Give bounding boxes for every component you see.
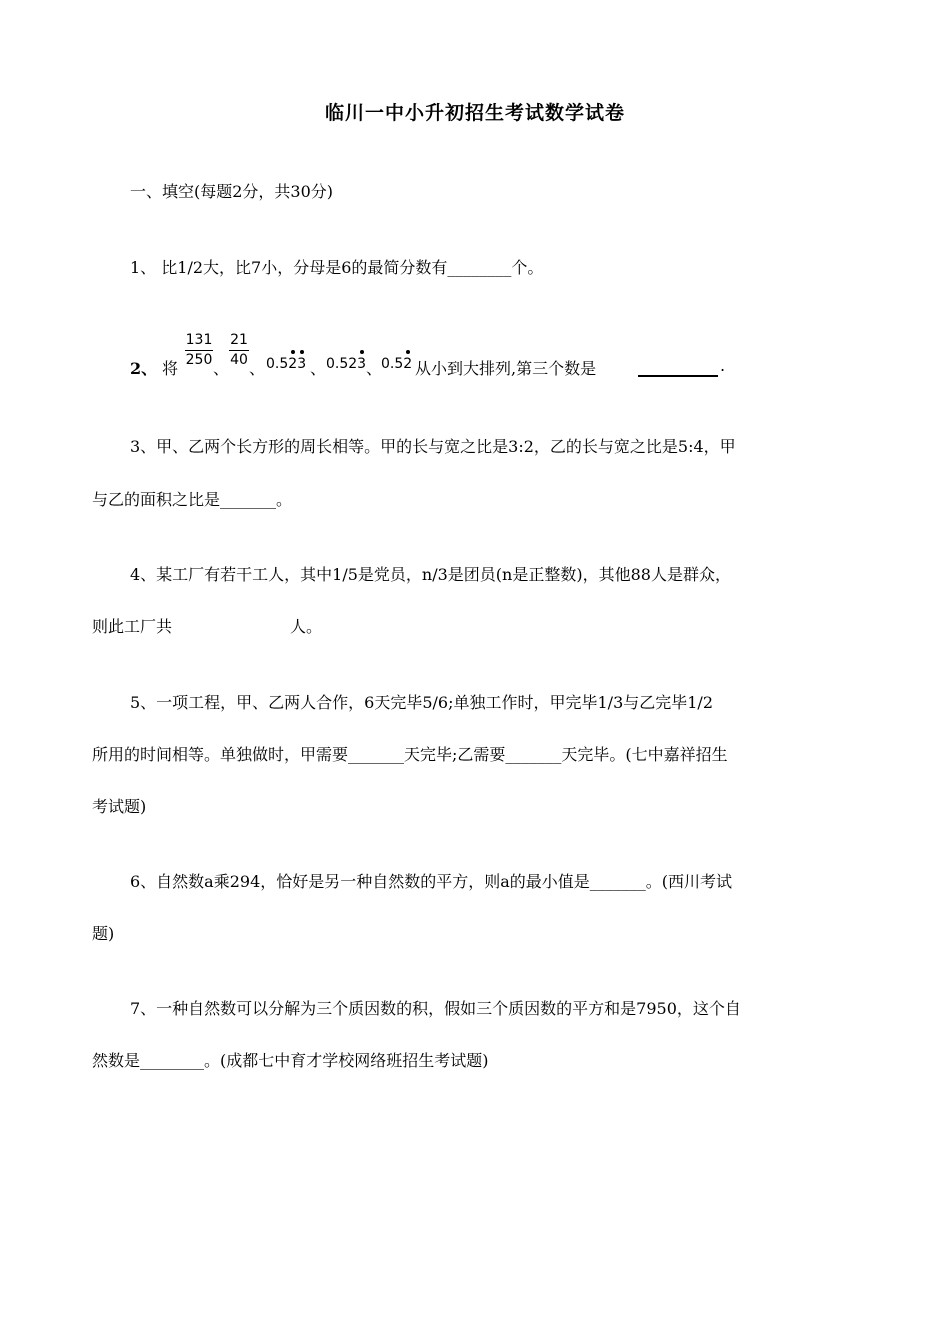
separator: 、 bbox=[213, 359, 230, 378]
fraction-denominator: 250 bbox=[185, 352, 213, 368]
repeating-decimal-2 bbox=[326, 356, 366, 372]
question-7-line-2: 然数是________。(成都七中育才学校网络班招生考试题) bbox=[92, 1051, 489, 1070]
question-7-line-1: 7、一种自然数可以分解为三个质因数的积，假如三个质因数的平方和是7950，这个自 bbox=[130, 999, 741, 1018]
question-2-label: 2、 bbox=[130, 359, 158, 378]
question-4-text-b: 人。 bbox=[290, 617, 323, 636]
question-4-text-a: 则此工厂共 bbox=[92, 617, 173, 636]
question-2-text: 从小到大排列,第三个数是 bbox=[415, 359, 597, 378]
question-3-line-1: 3、甲、乙两个长方形的周长相等。甲的长与宽之比是3:2，乙的长与宽之比是5:4，甲 bbox=[130, 437, 736, 456]
question-4-line-1: 4、某工厂有若干工人，其中1/5是党员，n/3是团员(n是正整数)，其他88人是群众， bbox=[130, 565, 731, 584]
fraction-bar bbox=[185, 350, 213, 351]
question-6-line-1: 6、自然数a乘294，恰好是另一种自然数的平方，则a的最小值是_______。(西川考试 bbox=[130, 872, 733, 891]
repeating-digit: 2 bbox=[403, 356, 413, 372]
question-3-line-2: 与乙的面积之比是_______。 bbox=[92, 490, 293, 509]
answer-blank bbox=[638, 375, 718, 377]
decimal-digits: 0.5 bbox=[381, 356, 404, 372]
repeating-decimal-3 bbox=[381, 356, 412, 372]
fraction-numerator: 21 bbox=[230, 332, 248, 348]
fraction-21-40 bbox=[229, 332, 249, 368]
question-2-verb: 将 bbox=[162, 359, 179, 378]
question-5-line-1: 5、一项工程，甲、乙两人合作，6天完毕5/6;单独工作时，甲完毕1/3与乙完毕1/2 bbox=[130, 693, 714, 712]
separator: 、 bbox=[310, 359, 327, 378]
fraction-numerator: 131 bbox=[185, 332, 213, 348]
fraction-bar bbox=[229, 350, 249, 351]
question-1: 1、 比1/2大，比7小，分母是6的最简分数有________个。 bbox=[130, 258, 544, 277]
section-heading: 一、填空(每题2分，共30分) bbox=[130, 182, 334, 201]
question-5-line-2: 所用的时间相等。单独做时，甲需要_______天完毕;乙需要_______天完毕。(七中嘉祥招生 bbox=[92, 745, 728, 764]
repeating-digit: 3 bbox=[297, 356, 307, 372]
repeating-digit: 2 bbox=[288, 356, 298, 372]
question-6-line-2: 题) bbox=[92, 924, 115, 943]
question-4-line-2 bbox=[92, 617, 322, 637]
decimal-digits: 0.52 bbox=[326, 356, 358, 372]
question-5-line-3: 考试题) bbox=[92, 797, 147, 816]
repeating-decimal-1 bbox=[266, 356, 306, 372]
separator: 、 bbox=[366, 359, 383, 378]
separator: 、 bbox=[249, 359, 266, 378]
repeating-digit: 3 bbox=[357, 356, 367, 372]
exam-title: 临川一中小升初招生考试数学试卷 bbox=[324, 102, 625, 124]
question-2-end: . bbox=[720, 356, 726, 375]
fraction-131-250 bbox=[185, 332, 213, 368]
fraction-denominator: 40 bbox=[230, 352, 248, 368]
decimal-digits: 0.5 bbox=[266, 356, 289, 372]
